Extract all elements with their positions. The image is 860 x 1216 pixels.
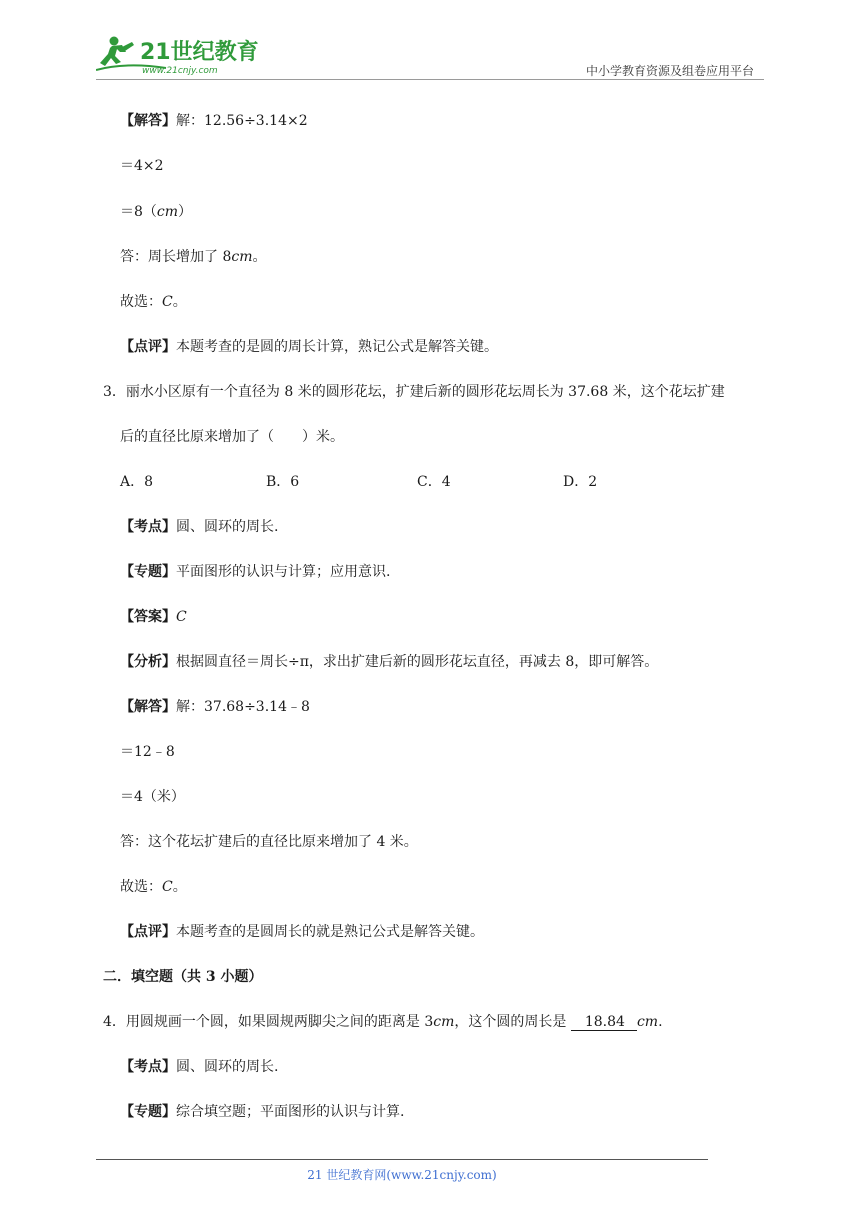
- q2-solution: 【解答】解：12.56÷3.14×2: [120, 113, 308, 129]
- q4-zhuanti: 【专题】综合填空题；平面图形的认识与计算.: [120, 1104, 405, 1120]
- q3-choice: 故选：C。: [120, 879, 187, 895]
- q3-solution: 【解答】解：37.68÷3.14﹣8: [120, 699, 310, 715]
- runner-icon: [100, 37, 134, 67]
- svg-text:21世纪教育: 21世纪教育: [140, 40, 259, 65]
- q3-stem-line-1: 3．丽水小区原有一个直径为 8 米的圆形花坛，扩建后新的圆形花坛周长为 37.68 米，这个花坛扩建: [103, 384, 725, 400]
- q2-choice: 故选：C。: [120, 294, 187, 310]
- q3-option-d: D．2: [563, 474, 598, 490]
- section-title-fill-blank: 二．填空题（共 3 小题）: [103, 969, 263, 985]
- svg-text:www.21cnjy.com: www.21cnjy.com: [142, 66, 218, 76]
- q3-kaodian: 【考点】圆、圆环的周长.: [120, 519, 279, 535]
- header-platform-text: 中小学教育资源及组卷应用平台: [585, 64, 754, 78]
- q3-option-b: B．6: [266, 474, 300, 490]
- q3-answer: 答：这个花坛扩建后的直径比原来增加了 4 米。: [120, 834, 418, 850]
- q3-zhuanti: 【专题】平面图形的认识与计算；应用意识.: [120, 564, 391, 580]
- q2-step-3: ＝8（cm）: [120, 204, 193, 220]
- q3-step-2: ＝12﹣8: [120, 744, 175, 760]
- q2-comment: 【点评】本题考查的是圆的周长计算，熟记公式是解答关键。: [120, 339, 498, 355]
- footer-link[interactable]: 21 世纪教育网(www.21cnjy.com): [307, 1168, 497, 1182]
- page-header: [96, 30, 764, 80]
- q3-fenxi: 【分析】根据圆直径＝周长÷π，求出扩建后新的圆形花坛直径，再减去 8，即可解答。: [120, 654, 659, 670]
- q3-comment: 【点评】本题考查的是圆周长的就是熟记公式是解答关键。: [120, 924, 484, 940]
- q2-answer: 答：周长增加了 8cm。: [120, 249, 267, 265]
- q3-daan: 【答案】C: [120, 609, 187, 625]
- q2-step-2: ＝4×2: [120, 158, 164, 174]
- header-divider: [96, 79, 764, 80]
- footer-divider: [96, 1159, 708, 1160]
- q3-option-c: C．4: [417, 474, 451, 490]
- q4-answer-blank: 18.84: [571, 1014, 637, 1031]
- q4-kaodian: 【考点】圆、圆环的周长.: [120, 1059, 279, 1075]
- q4-stem: 4．用圆规画一个圆，如果圆规两脚尖之间的距离是 3cm，这个圆的周长是 18.84 cm.: [103, 1014, 663, 1030]
- q3-stem-line-2: 后的直径比原来增加了（ ）米。: [120, 429, 344, 445]
- q3-step-3: ＝4（米）: [120, 789, 185, 805]
- site-logo: [96, 32, 266, 76]
- q3-option-a: A．8: [120, 474, 154, 490]
